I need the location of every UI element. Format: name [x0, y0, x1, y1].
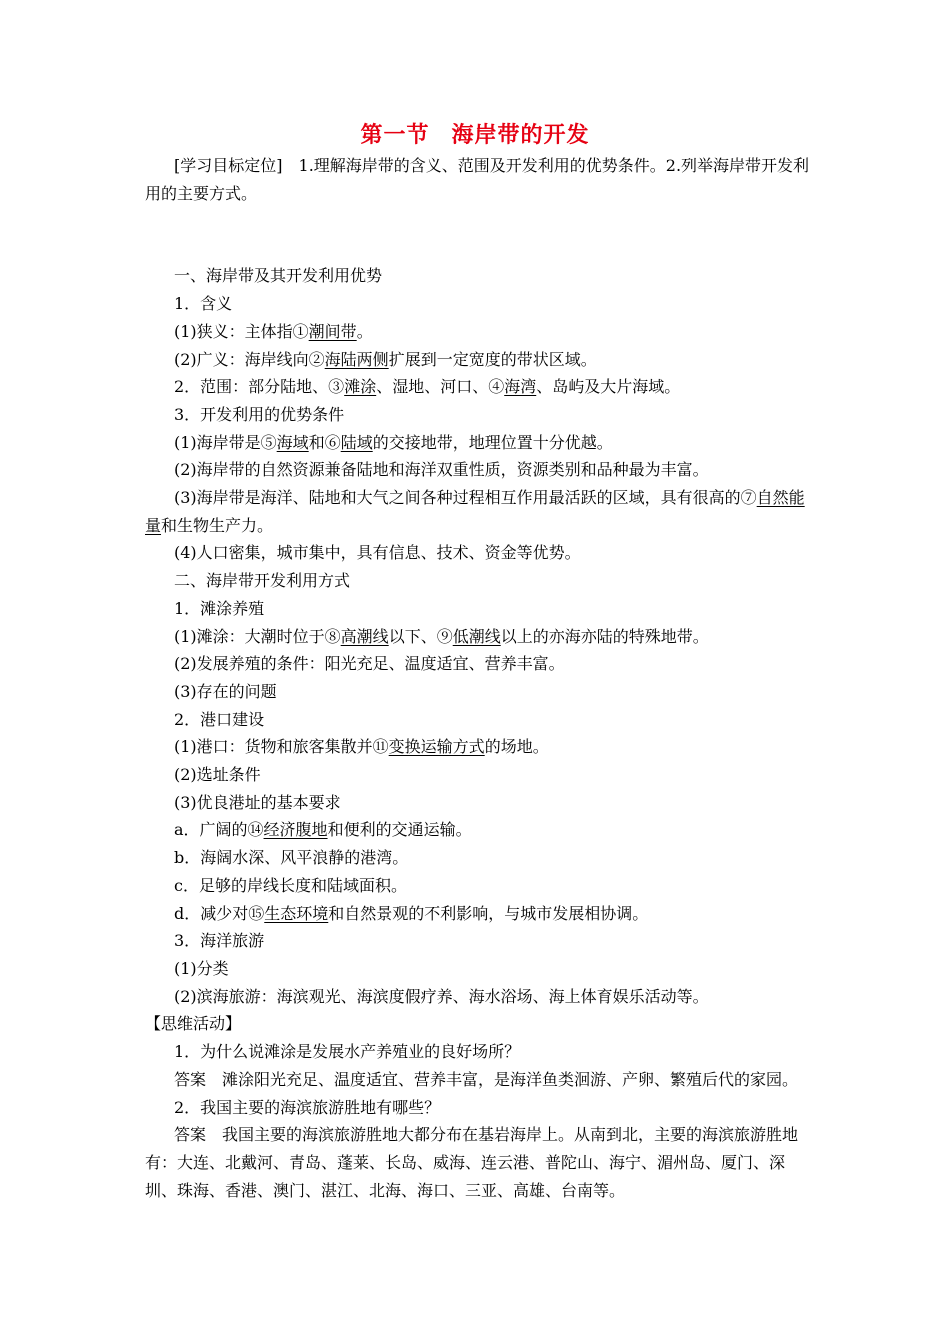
- paragraph: (1)狭义：主体指①潮间带。: [174, 321, 373, 341]
- learning-objective: [学习目标定位] 1.理解海岸带的含义、范围及开发利用的优势条件。2.列举海岸带开发利用的主要方式。: [145, 156, 810, 203]
- section-heading: 二、海岸带开发利用方式: [174, 571, 351, 591]
- subheading: 3．海洋旅游: [174, 931, 265, 951]
- paragraph: (2)选址条件: [174, 765, 261, 785]
- fill-in-answer: 海陆两侧: [324, 349, 389, 369]
- fill-in-answer: 高潮线: [340, 626, 389, 646]
- paragraph: (3)存在的问题: [174, 681, 277, 701]
- paragraph: d．减少对⑮生态环境和自然景观的不利影响，与城市发展相协调。: [174, 903, 649, 923]
- title-section-number: 第一节: [360, 123, 430, 148]
- answer: 答案 我国主要的海滨旅游胜地大都分布在基岩海岸上。从南到北，主要的海滨旅游胜地有：大连、北戴河、青岛、蓬莱、长岛、威海、连云港、普陀山、海宁、湄州岛、厦门、深圳、珠海、香港、澳门、湛江、北海、海口、三亚、高雄、台南等。: [145, 1125, 799, 1200]
- fill-in-answer: 经济腹地: [263, 820, 328, 840]
- paragraph: (2)广义：海岸线向②海陆两侧扩展到一定宽度的带状区域。: [174, 349, 597, 369]
- section-heading: 一、海岸带及其开发利用优势: [174, 266, 383, 286]
- fill-in-answer: 潮间带: [308, 321, 357, 341]
- thinking-activity-heading: 【思维活动】: [145, 1014, 242, 1034]
- fill-in-answer: 陆域: [340, 432, 373, 452]
- paragraph: a．广阔的⑭经济腹地和便利的交通运输。: [174, 820, 472, 840]
- fill-in-answer: 生态环境: [264, 903, 329, 923]
- paragraph: (2)滨海旅游：海滨观光、海滨度假疗养、海水浴场、海上体育娱乐活动等。: [174, 986, 709, 1006]
- paragraph: (1)分类: [174, 958, 229, 978]
- paragraph: (3)优良港址的基本要求: [174, 792, 341, 812]
- subheading: 1．含义: [174, 294, 233, 314]
- subheading: 2．范围：部分陆地、③滩涂、湿地、河口、④海湾、岛屿及大片海域。: [174, 377, 681, 397]
- paragraph: (1)滩涂：大潮时位于⑧高潮线以下、⑨低潮线以上的亦海亦陆的特殊地带。: [174, 626, 709, 646]
- question: 1．为什么说滩涂是发展水产养殖业的良好场所？: [174, 1042, 521, 1062]
- subheading: 1．滩涂养殖: [174, 598, 265, 618]
- fill-in-answer: 变换运输方式: [388, 737, 485, 757]
- spacer: [145, 207, 810, 262]
- paragraph: (1)港口：货物和旅客集散并⑪变换运输方式的场地。: [174, 737, 549, 757]
- paragraph: (1)海岸带是⑤海域和⑥陆域的交接地带，地理位置十分优越。: [174, 432, 613, 452]
- subheading: 2．港口建设: [174, 709, 265, 729]
- document-body: [145, 152, 810, 1204]
- paragraph: (2)发展养殖的条件：阳光充足、温度适宜、营养丰富。: [174, 654, 565, 674]
- page-title: [0, 118, 950, 149]
- paragraph: c．足够的岸线长度和陆域面积。: [174, 875, 407, 895]
- fill-in-answer: 海湾: [504, 377, 537, 397]
- paragraph: (3)海岸带是海洋、陆地和大气之间各种过程相互作用最活跃的区域，具有很高的⑦自然能量和生物生产力。: [145, 488, 805, 535]
- title-text: 海岸带的开发: [451, 123, 590, 148]
- fill-in-answer: 海域: [276, 432, 309, 452]
- paragraph: (2)海岸带的自然资源兼备陆地和海洋双重性质，资源类别和品种最为丰富。: [174, 460, 709, 480]
- answer: 答案 滩涂阳光充足、温度适宜、营养丰富，是海洋鱼类洄游、产卵、繁殖后代的家园。: [174, 1069, 799, 1089]
- fill-in-answer: 自然能量: [145, 488, 805, 535]
- paragraph: (4)人口密集，城市集中，具有信息、技术、资金等优势。: [174, 543, 581, 563]
- paragraph: b．海阔水深、风平浪静的港湾。: [174, 848, 409, 868]
- fill-in-answer: 低潮线: [452, 626, 501, 646]
- fill-in-answer: 滩涂: [344, 377, 377, 397]
- subheading: 3．开发利用的优势条件: [174, 404, 345, 424]
- question: 2．我国主要的海滨旅游胜地有哪些？: [174, 1097, 441, 1117]
